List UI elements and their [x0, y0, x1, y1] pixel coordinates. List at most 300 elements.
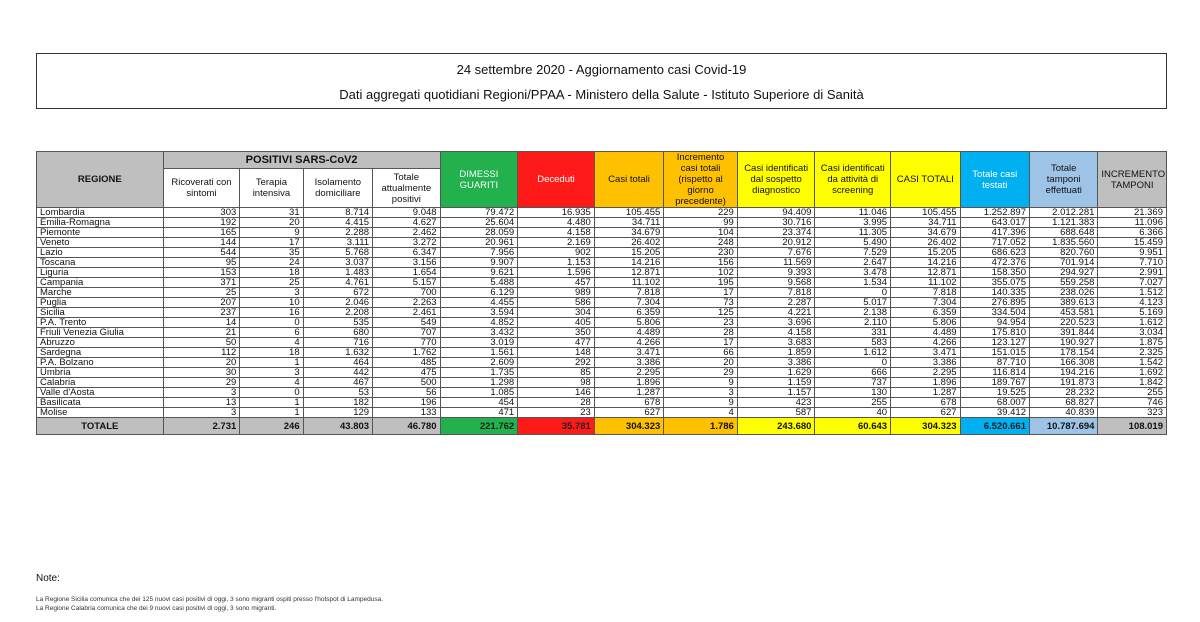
- col-header-tamponi: Totale tamponi effettuati: [1029, 152, 1097, 208]
- col-header-region: REGIONE: [37, 152, 164, 208]
- cell-terapia: 1: [240, 408, 303, 418]
- cell-casi-totali: 14.216: [594, 258, 663, 268]
- cell-isolamento: 4.415: [303, 218, 372, 228]
- cell-incremento-tamponi: 255: [1098, 388, 1167, 398]
- table-row: [37, 318, 1167, 328]
- cell-casi-totali-2: 11.102: [891, 278, 960, 288]
- cell-incremento-tamponi: 4.123: [1098, 298, 1167, 308]
- cell-isolamento: 8.714: [303, 208, 372, 218]
- cell-casi-totali-2: 26.402: [891, 238, 960, 248]
- col-header-ricoverati: Ricoverati con sintomi: [163, 169, 240, 208]
- cell-ricoverati: 371: [163, 278, 240, 288]
- cell-dimessi: 5.488: [440, 278, 518, 288]
- cell-casi-totali-2: 1.896: [891, 378, 960, 388]
- cell-screening: 5.017: [815, 298, 891, 308]
- cell-tamponi: 2.012.281: [1029, 208, 1097, 218]
- cell-casi-totali-2: 3.386: [891, 358, 960, 368]
- cell-sospetto: 11.569: [737, 258, 815, 268]
- cell-casi-totali-2: 34.711: [891, 218, 960, 228]
- cell-testati: 87.710: [960, 358, 1029, 368]
- cell-totale-positivi: 2.461: [373, 308, 440, 318]
- table-row: [37, 228, 1167, 238]
- cell-casi-totali: 4.489: [594, 328, 663, 338]
- cell-deceduti: 902: [518, 248, 595, 258]
- note-sicilia: La Regione Sicilia comunica che dei 125 nuovi casi positivi di oggi, 3 sono migranti ospiti presso l'hotspot di Lampedusa.: [36, 596, 384, 603]
- cell-ricoverati: 95: [163, 258, 240, 268]
- total-tamponi: 10.787.694: [1029, 418, 1097, 435]
- cell-screening: 1.534: [815, 278, 891, 288]
- cell-sospetto: 7.818: [737, 288, 815, 298]
- cell-terapia: 18: [240, 348, 303, 358]
- cell-casi-totali: 12.871: [594, 268, 663, 278]
- cell-tamponi: 453.581: [1029, 308, 1097, 318]
- col-group-positivi: POSITIVI SARS-CoV2: [163, 152, 440, 169]
- cell-tamponi: 391.844: [1029, 328, 1097, 338]
- cell-dimessi: 9.621: [440, 268, 518, 278]
- total-incremento: 1.786: [664, 418, 738, 435]
- cell-region: Sardegna: [37, 348, 164, 358]
- cell-casi-totali-2: 15.205: [891, 248, 960, 258]
- cell-deceduti: 292: [518, 358, 595, 368]
- cell-casi-totali: 4.266: [594, 338, 663, 348]
- cell-incremento: 104: [664, 228, 738, 238]
- table-row: [37, 288, 1167, 298]
- cell-tamponi: 389.613: [1029, 298, 1097, 308]
- cell-screening: 255: [815, 398, 891, 408]
- cell-testati: 717.052: [960, 238, 1029, 248]
- cell-terapia: 3: [240, 288, 303, 298]
- cell-incremento-tamponi: 9.951: [1098, 248, 1167, 258]
- cell-region: Sicilia: [37, 308, 164, 318]
- cell-sospetto: 3.683: [737, 338, 815, 348]
- cell-casi-totali-2: 4.489: [891, 328, 960, 338]
- cell-screening: 0: [815, 288, 891, 298]
- cell-incremento-tamponi: 1.512: [1098, 288, 1167, 298]
- cell-region: Liguria: [37, 268, 164, 278]
- cell-dimessi: 28.059: [440, 228, 518, 238]
- cell-terapia: 6: [240, 328, 303, 338]
- col-header-casi-totali-2: CASI TOTALI: [891, 152, 960, 208]
- col-header-testati: Totale casi testati: [960, 152, 1029, 208]
- cell-incremento: 20: [664, 358, 738, 368]
- cell-tamponi: 820.760: [1029, 248, 1097, 258]
- page-subtitle: Dati aggregati quotidiani Regioni/PPAA - Ministero della Salute - Istituto Superiore di Sanità: [339, 87, 864, 102]
- cell-totale-positivi: 770: [373, 338, 440, 348]
- cell-dimessi: 454: [440, 398, 518, 408]
- cell-totale-positivi: 9.048: [373, 208, 440, 218]
- cell-casi-totali-2: 4.266: [891, 338, 960, 348]
- cell-incremento: 195: [664, 278, 738, 288]
- cell-testati: 472.376: [960, 258, 1029, 268]
- table-row: [37, 358, 1167, 368]
- cell-dimessi: 79.472: [440, 208, 518, 218]
- cell-tamponi: 701.914: [1029, 258, 1097, 268]
- cell-testati: 39.412: [960, 408, 1029, 418]
- cell-terapia: 9: [240, 228, 303, 238]
- total-incremento-tamponi: 108.019: [1098, 418, 1167, 435]
- cell-incremento: 4: [664, 408, 738, 418]
- cell-casi-totali-2: 12.871: [891, 268, 960, 278]
- cell-ricoverati: 192: [163, 218, 240, 228]
- cell-deceduti: 98: [518, 378, 595, 388]
- cell-totale-positivi: 700: [373, 288, 440, 298]
- cell-region: Veneto: [37, 238, 164, 248]
- cell-tamponi: 178.154: [1029, 348, 1097, 358]
- cell-incremento: 29: [664, 368, 738, 378]
- cell-terapia: 35: [240, 248, 303, 258]
- cell-terapia: 18: [240, 268, 303, 278]
- note-calabria: La Regione Calabria comunica che dei 9 nuovi casi positivi di oggi, 3 sono migranti.: [36, 605, 277, 612]
- col-header-deceduti: Deceduti: [518, 152, 595, 208]
- table-row: [37, 258, 1167, 268]
- cell-incremento-tamponi: 21.369: [1098, 208, 1167, 218]
- cell-totale-positivi: 707: [373, 328, 440, 338]
- total-dimessi: 221.762: [440, 418, 518, 435]
- cell-ricoverati: 544: [163, 248, 240, 258]
- cell-tamponi: 194.216: [1029, 368, 1097, 378]
- cell-isolamento: 672: [303, 288, 372, 298]
- cell-isolamento: 467: [303, 378, 372, 388]
- col-header-casi-totali: Casi totali: [594, 152, 663, 208]
- col-header-incremento: Incremento casi totali (rispetto al giorno precedente): [664, 152, 738, 208]
- cell-dimessi: 9.907: [440, 258, 518, 268]
- cell-region: Molise: [37, 408, 164, 418]
- cell-ricoverati: 207: [163, 298, 240, 308]
- cell-casi-totali: 105.455: [594, 208, 663, 218]
- cell-incremento-tamponi: 1.692: [1098, 368, 1167, 378]
- cell-incremento-tamponi: 323: [1098, 408, 1167, 418]
- cell-deceduti: 586: [518, 298, 595, 308]
- cell-incremento: 17: [664, 338, 738, 348]
- cell-totale-positivi: 56: [373, 388, 440, 398]
- cell-dimessi: 6.129: [440, 288, 518, 298]
- cell-ricoverati: 13: [163, 398, 240, 408]
- covid-data-table: [36, 151, 1167, 435]
- cell-totale-positivi: 4.627: [373, 218, 440, 228]
- total-testati: 6.520.661: [960, 418, 1029, 435]
- cell-deceduti: 4.158: [518, 228, 595, 238]
- cell-casi-totali: 15.205: [594, 248, 663, 258]
- cell-screening: 331: [815, 328, 891, 338]
- cell-casi-totali-2: 105.455: [891, 208, 960, 218]
- cell-dimessi: 471: [440, 408, 518, 418]
- cell-terapia: 31: [240, 208, 303, 218]
- cell-casi-totali: 7.304: [594, 298, 663, 308]
- cell-casi-totali: 1.287: [594, 388, 663, 398]
- cell-terapia: 24: [240, 258, 303, 268]
- cell-totale-positivi: 196: [373, 398, 440, 408]
- cell-deceduti: 457: [518, 278, 595, 288]
- cell-testati: 189.767: [960, 378, 1029, 388]
- cell-isolamento: 3.037: [303, 258, 372, 268]
- total-terapia: 246: [240, 418, 303, 435]
- cell-deceduti: 350: [518, 328, 595, 338]
- cell-terapia: 3: [240, 368, 303, 378]
- cell-incremento: 23: [664, 318, 738, 328]
- cell-sospetto: 1.157: [737, 388, 815, 398]
- cell-region: Emilia-Romagna: [37, 218, 164, 228]
- cell-screening: 1.612: [815, 348, 891, 358]
- cell-region: Abruzzo: [37, 338, 164, 348]
- cell-isolamento: 1.483: [303, 268, 372, 278]
- cell-sospetto: 423: [737, 398, 815, 408]
- cell-casi-totali: 6.359: [594, 308, 663, 318]
- total-totale-positivi: 46.780: [373, 418, 440, 435]
- cell-sospetto: 7.676: [737, 248, 815, 258]
- cell-incremento: 66: [664, 348, 738, 358]
- cell-incremento: 125: [664, 308, 738, 318]
- cell-terapia: 16: [240, 308, 303, 318]
- cell-sospetto: 1.629: [737, 368, 815, 378]
- cell-tamponi: 40.839: [1029, 408, 1097, 418]
- cell-ricoverati: 165: [163, 228, 240, 238]
- cell-casi-totali: 678: [594, 398, 663, 408]
- total-ricoverati: 2.731: [163, 418, 240, 435]
- cell-region: Puglia: [37, 298, 164, 308]
- cell-dimessi: 7.956: [440, 248, 518, 258]
- cell-casi-totali: 34.679: [594, 228, 663, 238]
- col-header-sospetto: Casi identificati dal sospetto diagnostico: [737, 152, 815, 208]
- cell-totale-positivi: 3.156: [373, 258, 440, 268]
- cell-tamponi: 191.873: [1029, 378, 1097, 388]
- cell-incremento: 73: [664, 298, 738, 308]
- cell-region: Basilicata: [37, 398, 164, 408]
- cell-sospetto: 1.159: [737, 378, 815, 388]
- cell-casi-totali: 2.295: [594, 368, 663, 378]
- cell-region: Valle d'Aosta: [37, 388, 164, 398]
- table-row: [37, 248, 1167, 258]
- cell-deceduti: 477: [518, 338, 595, 348]
- cell-ricoverati: 153: [163, 268, 240, 278]
- cell-testati: 334.504: [960, 308, 1029, 318]
- cell-isolamento: 182: [303, 398, 372, 408]
- cell-dimessi: 1.561: [440, 348, 518, 358]
- cell-ricoverati: 29: [163, 378, 240, 388]
- cell-casi-totali: 11.102: [594, 278, 663, 288]
- cell-dimessi: 3.432: [440, 328, 518, 338]
- table-row: [37, 378, 1167, 388]
- cell-testati: 1.252.897: [960, 208, 1029, 218]
- table-row: [37, 328, 1167, 338]
- cell-isolamento: 53: [303, 388, 372, 398]
- table-row: [37, 348, 1167, 358]
- cell-testati: 140.335: [960, 288, 1029, 298]
- cell-totale-positivi: 2.263: [373, 298, 440, 308]
- cell-isolamento: 3.111: [303, 238, 372, 248]
- col-header-terapia: Terapia intensiva: [240, 169, 303, 208]
- cell-screening: 2.110: [815, 318, 891, 328]
- cell-casi-totali-2: 3.471: [891, 348, 960, 358]
- cell-screening: 666: [815, 368, 891, 378]
- cell-testati: 276.895: [960, 298, 1029, 308]
- cell-region: Calabria: [37, 378, 164, 388]
- cell-ricoverati: 303: [163, 208, 240, 218]
- cell-region: Toscana: [37, 258, 164, 268]
- cell-incremento-tamponi: 7.027: [1098, 278, 1167, 288]
- cell-incremento: 229: [664, 208, 738, 218]
- cell-region: P.A. Bolzano: [37, 358, 164, 368]
- cell-screening: 40: [815, 408, 891, 418]
- total-casi-totali-2: 304.323: [891, 418, 960, 435]
- col-header-totale-positivi: Totale attualmente positivi: [373, 169, 440, 208]
- cell-ricoverati: 144: [163, 238, 240, 248]
- cell-incremento: 248: [664, 238, 738, 248]
- cell-isolamento: 464: [303, 358, 372, 368]
- cell-tamponi: 1.835.560: [1029, 238, 1097, 248]
- table-body: [37, 208, 1167, 435]
- total-sospetto: 243.680: [737, 418, 815, 435]
- cell-testati: 123.127: [960, 338, 1029, 348]
- col-header-screening: Casi identificati da attività di screening: [815, 152, 891, 208]
- cell-casi-totali-2: 6.359: [891, 308, 960, 318]
- total-isolamento: 43.803: [303, 418, 372, 435]
- cell-testati: 116.814: [960, 368, 1029, 378]
- cell-tamponi: 28.232: [1029, 388, 1097, 398]
- cell-isolamento: 2.208: [303, 308, 372, 318]
- cell-deceduti: 1.596: [518, 268, 595, 278]
- cell-incremento: 9: [664, 378, 738, 388]
- cell-terapia: 4: [240, 378, 303, 388]
- cell-totale-positivi: 2.462: [373, 228, 440, 238]
- cell-screening: 2.647: [815, 258, 891, 268]
- cell-deceduti: 148: [518, 348, 595, 358]
- cell-terapia: 17: [240, 238, 303, 248]
- page-title: 24 settembre 2020 - Aggiornamento casi Covid-19: [456, 62, 747, 77]
- col-header-incremento-tamponi: INCREMENTO TAMPONI: [1098, 152, 1167, 208]
- cell-dimessi: 3.594: [440, 308, 518, 318]
- cell-ricoverati: 14: [163, 318, 240, 328]
- cell-casi-totali: 7.818: [594, 288, 663, 298]
- cell-isolamento: 535: [303, 318, 372, 328]
- cell-sospetto: 2.287: [737, 298, 815, 308]
- cell-totale-positivi: 133: [373, 408, 440, 418]
- cell-incremento-tamponi: 1.842: [1098, 378, 1167, 388]
- cell-isolamento: 716: [303, 338, 372, 348]
- cell-sospetto: 94.409: [737, 208, 815, 218]
- cell-ricoverati: 3: [163, 408, 240, 418]
- cell-screening: 2.138: [815, 308, 891, 318]
- table-row: [37, 238, 1167, 248]
- cell-deceduti: 989: [518, 288, 595, 298]
- cell-incremento: 230: [664, 248, 738, 258]
- total-deceduti: 35.781: [518, 418, 595, 435]
- cell-dimessi: 4.852: [440, 318, 518, 328]
- cell-deceduti: 23: [518, 408, 595, 418]
- cell-deceduti: 304: [518, 308, 595, 318]
- cell-testati: 151.015: [960, 348, 1029, 358]
- table-row: [37, 218, 1167, 228]
- cell-terapia: 1: [240, 358, 303, 368]
- cell-testati: 355.075: [960, 278, 1029, 288]
- cell-isolamento: 4.761: [303, 278, 372, 288]
- cell-deceduti: 405: [518, 318, 595, 328]
- cell-screening: 11.046: [815, 208, 891, 218]
- cell-sospetto: 1.859: [737, 348, 815, 358]
- cell-dimessi: 3.019: [440, 338, 518, 348]
- cell-region: P.A. Trento: [37, 318, 164, 328]
- cell-deceduti: 16.935: [518, 208, 595, 218]
- cell-terapia: 25: [240, 278, 303, 288]
- col-header-dimessi: DIMESSI GUARITI: [440, 152, 518, 208]
- cell-incremento-tamponi: 2.325: [1098, 348, 1167, 358]
- cell-casi-totali-2: 7.304: [891, 298, 960, 308]
- cell-testati: 68.007: [960, 398, 1029, 408]
- cell-isolamento: 1.632: [303, 348, 372, 358]
- cell-dimessi: 1.298: [440, 378, 518, 388]
- cell-region: Piemonte: [37, 228, 164, 238]
- cell-casi-totali: 5.806: [594, 318, 663, 328]
- cell-dimessi: 1.085: [440, 388, 518, 398]
- cell-incremento: 17: [664, 288, 738, 298]
- cell-terapia: 10: [240, 298, 303, 308]
- cell-dimessi: 25.604: [440, 218, 518, 228]
- cell-incremento: 99: [664, 218, 738, 228]
- cell-casi-totali-2: 34.679: [891, 228, 960, 238]
- cell-screening: 11.305: [815, 228, 891, 238]
- cell-isolamento: 2.046: [303, 298, 372, 308]
- cell-casi-totali: 34.711: [594, 218, 663, 228]
- cell-incremento-tamponi: 1.875: [1098, 338, 1167, 348]
- cell-incremento: 156: [664, 258, 738, 268]
- cell-terapia: 4: [240, 338, 303, 348]
- cell-region: Lazio: [37, 248, 164, 258]
- cell-testati: 94.954: [960, 318, 1029, 328]
- cell-region: Marche: [37, 288, 164, 298]
- cell-sospetto: 587: [737, 408, 815, 418]
- cell-tamponi: 68.827: [1029, 398, 1097, 408]
- cell-sospetto: 4.158: [737, 328, 815, 338]
- table-row: [37, 278, 1167, 288]
- cell-casi-totali: 627: [594, 408, 663, 418]
- cell-incremento-tamponi: 1.542: [1098, 358, 1167, 368]
- cell-incremento-tamponi: 2.991: [1098, 268, 1167, 278]
- total-region: TOTALE: [37, 418, 164, 435]
- cell-ricoverati: 50: [163, 338, 240, 348]
- cell-sospetto: 23.374: [737, 228, 815, 238]
- cell-casi-totali-2: 1.287: [891, 388, 960, 398]
- cell-screening: 130: [815, 388, 891, 398]
- cell-casi-totali-2: 7.818: [891, 288, 960, 298]
- cell-screening: 3.995: [815, 218, 891, 228]
- cell-sospetto: 4.221: [737, 308, 815, 318]
- cell-casi-totali: 1.896: [594, 378, 663, 388]
- cell-dimessi: 2.609: [440, 358, 518, 368]
- cell-incremento: 3: [664, 388, 738, 398]
- cell-totale-positivi: 5.157: [373, 278, 440, 288]
- table-row: [37, 368, 1167, 378]
- cell-screening: 737: [815, 378, 891, 388]
- cell-casi-totali: 3.386: [594, 358, 663, 368]
- cell-screening: 583: [815, 338, 891, 348]
- table-row: [37, 298, 1167, 308]
- cell-testati: 175.810: [960, 328, 1029, 338]
- cell-sospetto: 3.386: [737, 358, 815, 368]
- cell-totale-positivi: 1.654: [373, 268, 440, 278]
- cell-tamponi: 688.648: [1029, 228, 1097, 238]
- cell-tamponi: 294.927: [1029, 268, 1097, 278]
- total-casi-totali: 304.323: [594, 418, 663, 435]
- cell-dimessi: 1.735: [440, 368, 518, 378]
- cell-incremento: 102: [664, 268, 738, 278]
- notes-label: Note:: [36, 573, 60, 584]
- cell-ricoverati: 30: [163, 368, 240, 378]
- cell-totale-positivi: 485: [373, 358, 440, 368]
- cell-screening: 7.529: [815, 248, 891, 258]
- cell-incremento-tamponi: 5.169: [1098, 308, 1167, 318]
- cell-tamponi: 190.927: [1029, 338, 1097, 348]
- cell-sospetto: 9.568: [737, 278, 815, 288]
- cell-region: Campania: [37, 278, 164, 288]
